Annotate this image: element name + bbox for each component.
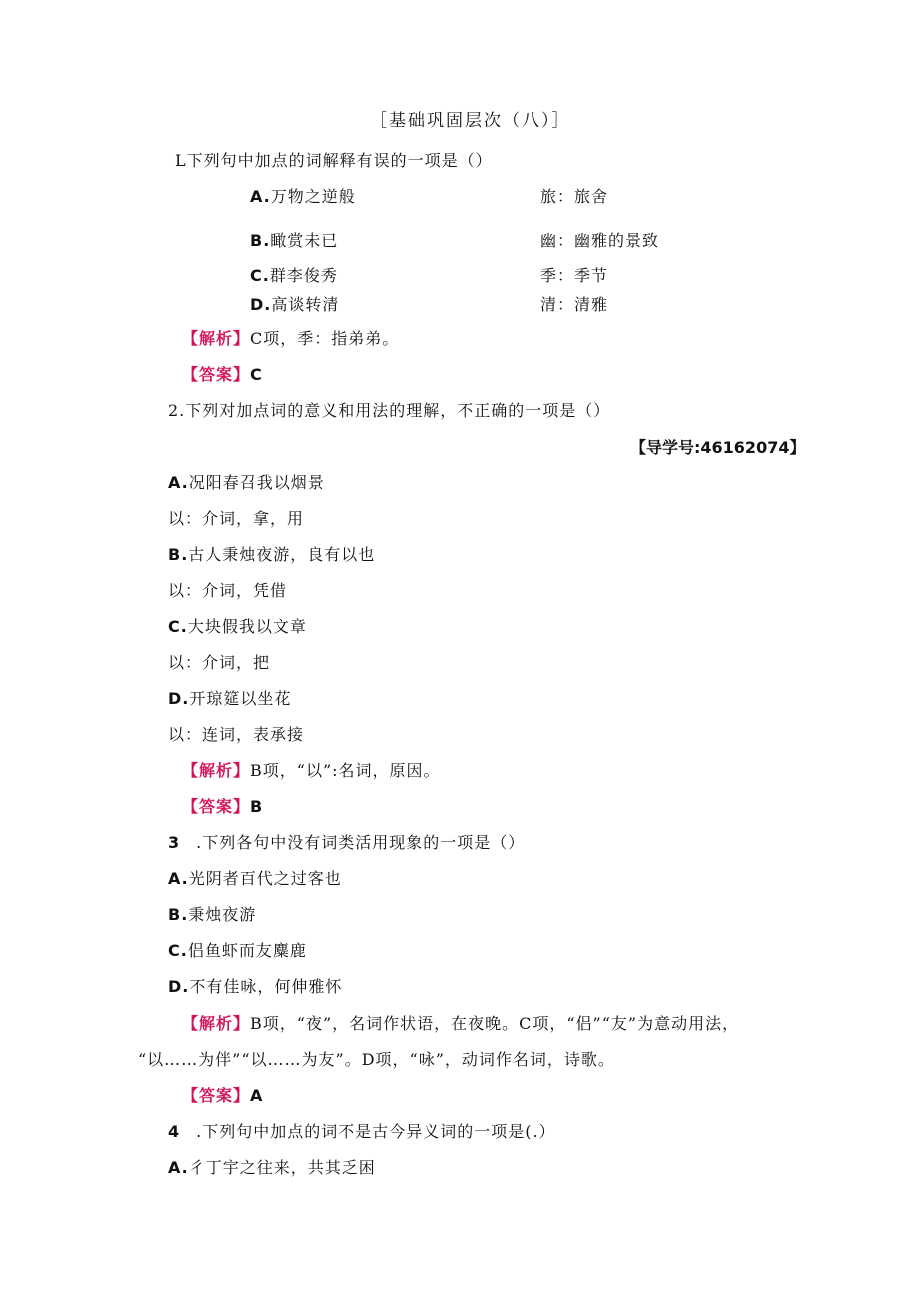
answer-tag: 【答案】 — [182, 365, 251, 384]
q2-option-d — [168, 688, 291, 710]
analysis-text: C项，季：指弟弟。 — [250, 329, 400, 348]
option-letter: B. — [168, 905, 189, 924]
analysis-text: B项，“夜”，名词作状语，在夜晚。C项，“侣”“友”为意动用法， — [250, 1014, 740, 1033]
q2-option-a-note: 以：介词，拿，用 — [168, 509, 305, 528]
q1-option-c — [250, 265, 338, 287]
q4-stem — [168, 1121, 556, 1143]
q2-option-c-note: 以：介词，把 — [168, 653, 271, 672]
q2-option-d-note: 以：连词，表承接 — [168, 725, 305, 744]
option-letter: D. — [168, 689, 190, 708]
q1-option-a — [250, 186, 356, 208]
q3-option-a — [168, 868, 342, 890]
q1-option-c-note: 季：季节 — [540, 266, 609, 285]
option-letter: C. — [168, 941, 188, 960]
q1-answer — [182, 364, 263, 386]
answer-text: C — [250, 365, 263, 384]
q1-option-b — [250, 230, 338, 252]
option-letter: C. — [250, 266, 270, 285]
option-letter: A. — [168, 1158, 189, 1177]
analysis-tag: 【解析】 — [182, 761, 251, 780]
q3-option-d — [168, 976, 342, 998]
question-number: 3 — [168, 833, 181, 852]
section-title: ［基础巩固层次（八）］ — [370, 111, 571, 131]
question-number: 4 — [168, 1122, 181, 1141]
analysis-tag: 【解析】 — [182, 1014, 251, 1033]
q3-analysis-continued: “以……为伴”“以……为友”。D项，“咏”，动词作名词，诗歌。 — [138, 1050, 615, 1069]
option-text: 高谈转清 — [271, 295, 340, 314]
option-text: 开琼筵以坐花 — [189, 689, 292, 708]
option-letter: B. — [250, 231, 271, 250]
q2-stem: 2.下列对加点词的意义和用法的理解，不正确的一项是（） — [168, 401, 611, 420]
analysis-text: B项，“以”:名词，原因。 — [250, 761, 441, 780]
question-text: .下列句中加点的词不是古今异义词的一项是(.） — [196, 1122, 556, 1141]
q3-option-b — [168, 904, 256, 926]
q3-answer — [182, 1085, 263, 1107]
option-text: 古人秉烛夜游，良有以也 — [188, 545, 376, 564]
q1-analysis — [182, 328, 399, 350]
q2-option-a — [168, 472, 325, 494]
option-text: 侣鱼虾而友麋鹿 — [187, 941, 307, 960]
option-letter: A. — [250, 187, 271, 206]
answer-tag: 【答案】 — [182, 797, 251, 816]
option-letter: A. — [168, 869, 189, 888]
option-text: 秉烛夜游 — [188, 905, 257, 924]
option-text: 瞰赏未已 — [270, 231, 339, 250]
analysis-tag: 【解析】 — [182, 329, 251, 348]
option-text: 群李俊秀 — [269, 266, 338, 285]
answer-tag: 【答案】 — [182, 1086, 251, 1105]
option-text: 光阴者百代之过客也 — [188, 869, 342, 888]
option-letter: A. — [168, 473, 189, 492]
q1-option-a-note: 旅：旅舍 — [540, 187, 609, 206]
option-letter: D. — [168, 977, 190, 996]
q3-stem — [168, 832, 525, 854]
q2-option-b — [168, 544, 375, 566]
question-text: .下列各句中没有词类活用现象的一项是（） — [196, 833, 526, 852]
q1-stem: L下列句中加点的词解释有误的一项是（） — [175, 151, 493, 170]
answer-text: A — [250, 1086, 264, 1105]
q1-option-d-note: 清：清雅 — [540, 295, 609, 314]
option-text: 不有佳咏，何伸雅怀 — [189, 977, 343, 996]
q2-guide-number: 【导学号:46162074】 — [630, 438, 806, 457]
q4-option-a — [168, 1157, 376, 1179]
q1-option-d — [250, 294, 339, 316]
option-letter: C. — [168, 617, 188, 636]
q2-option-b-note: 以：介词，凭借 — [168, 581, 288, 600]
option-text: 彳丁宇之往来，共其乏困 — [188, 1158, 376, 1177]
option-text: 况阳春召我以烟景 — [188, 473, 325, 492]
q1-option-b-note: 幽：幽雅的景致 — [540, 231, 660, 250]
q3-analysis — [182, 1013, 739, 1035]
option-letter: B. — [168, 545, 189, 564]
option-letter: D. — [250, 295, 272, 314]
answer-text: B — [250, 797, 264, 816]
q2-option-c — [168, 616, 307, 638]
q2-analysis — [182, 760, 441, 782]
option-text: 万物之逆般 — [270, 187, 356, 206]
q3-option-c — [168, 940, 307, 962]
q2-answer — [182, 796, 263, 818]
option-text: 大块假我以文章 — [187, 617, 307, 636]
